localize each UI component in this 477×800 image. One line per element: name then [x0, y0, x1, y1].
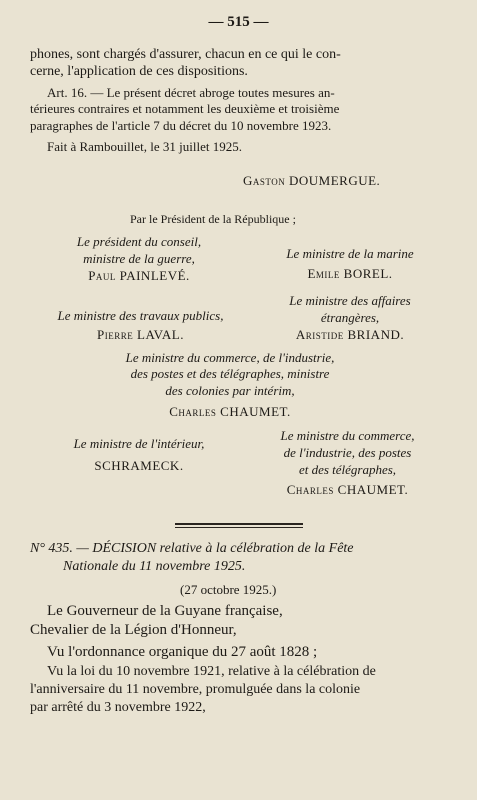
minister-title: Le ministre des affaires	[289, 293, 411, 308]
article-line: Art. 16. — Le présent décret abroge toutes mesures an-	[47, 85, 335, 100]
minister-title: ministre de la guerre,	[83, 251, 195, 266]
decision-date: (27 octobre 1925.)	[180, 582, 277, 597]
president-signature: Gaston DOUMERGUE.	[243, 173, 381, 188]
minister-name: Pierre LAVAL.	[97, 327, 184, 342]
minister-title: Le ministre de la marine	[286, 246, 414, 261]
decision-heading: N° 435. — DÉCISION relative à la célébration de la Fête	[30, 541, 354, 556]
gouverneur-line: Le Gouverneur de la Guyane française,	[47, 603, 283, 619]
page-number: — 515 —	[208, 14, 269, 30]
vu-line: Vu la loi du 10 novembre 1921, relative à la célébration de	[47, 664, 376, 679]
vu-line: par arrêté du 3 novembre 1922,	[30, 700, 206, 715]
vu-line: Vu l'ordonnance organique du 27 août 1828 ;	[47, 644, 318, 660]
minister-name: Aristide BRIAND.	[295, 327, 405, 342]
minister-title: de l'industrie, des postes	[283, 445, 412, 460]
minister-name: SCHRAMECK.	[94, 458, 184, 473]
article-line: térieures contraires et notamment les deuxième et troisième	[30, 101, 340, 116]
minister-title: et des télégraphes,	[298, 462, 397, 477]
minister-title: Le président du conseil,	[76, 234, 202, 249]
decision-heading: Nationale du 11 novembre 1925.	[63, 559, 246, 574]
minister-name: Charles CHAUMET.	[286, 482, 409, 497]
date-line: Fait à Rambouillet, le 31 juillet 1925.	[47, 139, 242, 154]
article-line: paragraphes de l'article 7 du décret du 10 novembre 1923.	[30, 118, 332, 133]
gouverneur-line: Chevalier de la Légion d'Honneur,	[30, 622, 237, 638]
minister-name: Emile BOREL.	[307, 266, 393, 281]
minister-title: étrangères,	[320, 310, 380, 325]
minister-title: des postes et des télégraphes, ministre	[130, 366, 330, 381]
minister-title: Le ministre des travaux publics,	[57, 308, 224, 323]
paragraph-line: phones, sont chargés d'assurer, chacun en ce qui le con-	[30, 47, 341, 62]
minister-title: Le ministre de l'intérieur,	[73, 436, 205, 451]
minister-title: Le ministre du commerce, de l'industrie,	[125, 350, 335, 365]
minister-name: Charles CHAUMET.	[169, 404, 291, 419]
minister-name: Paul PAINLEVÉ.	[88, 268, 190, 283]
paragraph-line: cerne, l'application de ces dispositions.	[30, 64, 248, 79]
vu-line: l'anniversaire du 11 novembre, promulguée dans la colonie	[30, 682, 361, 697]
section-divider	[175, 523, 303, 525]
minister-title: des colonies par intérim,	[165, 383, 295, 398]
par-le-president: Par le Président de la République ;	[130, 212, 296, 226]
minister-title: Le ministre du commerce,	[280, 428, 415, 443]
